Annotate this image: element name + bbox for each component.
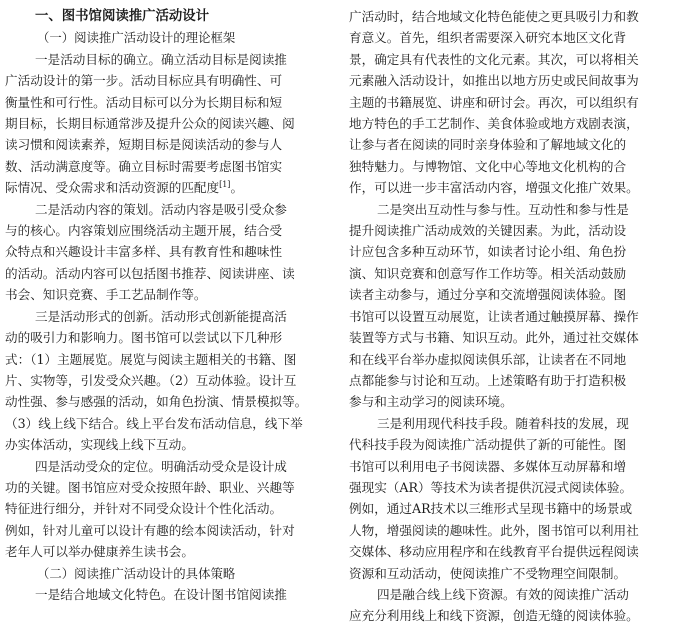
left-column xyxy=(5,6,327,605)
text-line: 特征进行细分，并针对不同受众设计个性化活动。 xyxy=(5,501,283,517)
text-line: 书馆可以设置互动展览，让读者通过触摸屏幕、操作 xyxy=(349,308,639,324)
text-line: 的活动。活动内容可以包括图书推荐、阅读讲座、读 xyxy=(5,265,295,281)
text-line: 育意义。首先，组织者需要深入研究本地区文化背 xyxy=(349,30,627,46)
text-line: 人物，增强阅读的趣味性。此外，图书馆可以利用社 xyxy=(349,522,639,538)
text-line: 广活动时，结合地域文化特色能使之更具吸引力和教 xyxy=(349,9,639,24)
text-line: 景，确定具有代表性的文化元素。其次，可以将相关 xyxy=(349,51,639,67)
paragraph-modern-technology xyxy=(349,413,671,584)
text-line: 老年人可以举办健康养生读书会。 xyxy=(5,544,194,560)
text-line: 众特点和兴趣设计丰富多样、具有教育性和趣味性 xyxy=(5,244,283,260)
text-line: 作，可以进一步丰富活动内容，增强文化推广效果。 xyxy=(349,180,639,196)
text-line: 提升阅读推广活动成效的关键因素。为此，活动设 xyxy=(349,223,627,239)
text-line: 交媒体、移动应用程序和在线教育平台提供远程阅读 xyxy=(349,544,639,560)
text-line: 主题的书籍展览、讲座和研讨会。再次，可以组织有 xyxy=(349,94,639,110)
text-line: 地方特色的手工艺制作、美食体验或地方戏剧表演， xyxy=(349,116,639,132)
text-line: 计应包含多种互动环节，如读者讨论小组、角色扮 xyxy=(349,244,627,260)
text-line: 片、实物等，引发受众兴趣。（2）互动体验。设计互 xyxy=(5,372,297,388)
text-line: 二是突出互动性与参与性。互动性和参与性是 xyxy=(377,201,629,217)
paragraph-content-planning xyxy=(5,199,327,306)
text-line: 例如，针对儿童可以设计有趣的绘本阅读活动，针对 xyxy=(5,522,295,538)
subsection-title-2: （二）阅读推广活动设计的具体策略 xyxy=(37,565,236,581)
text-line: （3）线上线下结合。线上平台发布活动信息，线下举 xyxy=(5,415,303,431)
text-line: 读者主动参与，通过分享和交流增强阅读体验。图 xyxy=(349,287,627,303)
text-line: 四是融合线上线下资源。有效的阅读推广活动 xyxy=(377,586,629,602)
text-line: 数、活动满意度等。确立目标时需要考虑图书馆实 xyxy=(5,158,283,174)
paragraph-interactivity xyxy=(349,199,671,413)
paragraph-form-innovation xyxy=(5,306,327,456)
text-line: 和在线平台举办虚拟阅读俱乐部，让读者在不同地 xyxy=(349,351,627,367)
right-column xyxy=(349,6,671,627)
text-line: 一是结合地域文化特色。在设计图书馆阅读推 xyxy=(35,586,287,602)
text-line: 读习惯和阅读素养，短期目标是阅读活动的参与人 xyxy=(5,137,283,153)
text-line: 书会、知识竞赛、手工艺品制作等。 xyxy=(5,287,207,303)
paragraph-online-offline xyxy=(349,584,671,627)
text-line: 动性强、参与感强的活动，如角色扮演、情景模拟等。 xyxy=(5,394,308,410)
text-line: 办实体活动，实现线上线下互动。 xyxy=(5,437,194,453)
text-line: 代科技手段为阅读推广活动提供了新的可能性。图 xyxy=(349,437,627,453)
text-line: 元素融入活动设计，如推出以地方历史或民间故事为 xyxy=(349,73,639,89)
text-line: 应充分利用线上和线下资源，创造无缝的阅读体验。 xyxy=(349,608,639,624)
paragraph-regional-culture-start xyxy=(5,584,327,605)
paragraph-regional-culture-cont xyxy=(349,6,671,199)
text-line: 衡量性和可行性。活动目标可以分为长期目标和短 xyxy=(5,94,283,110)
text-line: 动的吸引力和影响力。图书馆可以尝试以下几种形 xyxy=(5,330,283,346)
text-segment: 。 xyxy=(230,180,244,196)
section-title: 一、图书馆阅读推广活动设计 xyxy=(35,9,210,24)
text-line: 三是利用现代科技手段。随着科技的发展，现 xyxy=(377,415,629,431)
text-line: 式：（1）主题展览。展览与阅读主题相关的书籍、图 xyxy=(5,351,297,367)
text-segment: 际情况、受众需求和活动资源的匹配度 xyxy=(5,180,220,196)
text-line: 独特魅力。与博物馆、文化中心等地文化机构的合 xyxy=(349,158,627,174)
text-line: 二是活动内容的策划。活动内容是吸引受众参 xyxy=(35,201,287,217)
text-line: 资源和互动活动，使阅读推广不受物理空间限制。 xyxy=(349,565,627,581)
text-line: 点都能参与讨论和互动。上述策略有助于打造积极 xyxy=(349,372,627,388)
text-line: 一是活动目标的确立。确立活动目标是阅读推 xyxy=(35,51,287,67)
text-line: 例如，通过AR技术以三维形式呈现书籍中的场景或 xyxy=(349,501,633,517)
citation-marker: [1] xyxy=(219,180,231,190)
text-line: 功的关键。图书馆应对受众按照年龄、职业、兴趣等 xyxy=(5,479,295,495)
text-line: 演、知识竞赛和创意写作工作坊等。相关活动鼓励 xyxy=(349,265,627,281)
subsection-title-1: （一）阅读推广活动设计的理论框架 xyxy=(37,30,236,46)
paragraph-audience-positioning xyxy=(5,456,327,563)
text-line: 装置等方式与书籍、知识互动。此外，通过社交媒体 xyxy=(349,330,639,346)
text-line: 参与和主动学习的阅读环境。 xyxy=(349,394,513,410)
text-line: 广活动设计的第一步。活动目标应具有明确性、可 xyxy=(5,73,283,89)
text-line xyxy=(5,177,327,198)
text-line: 四是活动受众的定位。明确活动受众是设计成 xyxy=(35,458,287,474)
text-line: 期目标，长期目标通常涉及提升公众的阅读兴趣、阅 xyxy=(5,116,295,132)
text-line: 三是活动形式的创新。活动形式创新能提高活 xyxy=(35,308,287,324)
paragraph-goal-setting xyxy=(5,49,327,199)
text-line: 书馆可以利用电子书阅读器、多媒体互动屏幕和增 xyxy=(349,458,627,474)
text-line: 与的核心。内容策划应围绕活动主题开展，结合受 xyxy=(5,223,283,239)
text-line: 让参与者在阅读的同时亲身体验和了解地域文化的 xyxy=(349,137,627,153)
text-line: 强现实（AR）等技术为读者提供沉浸式阅读体验。 xyxy=(349,479,633,495)
